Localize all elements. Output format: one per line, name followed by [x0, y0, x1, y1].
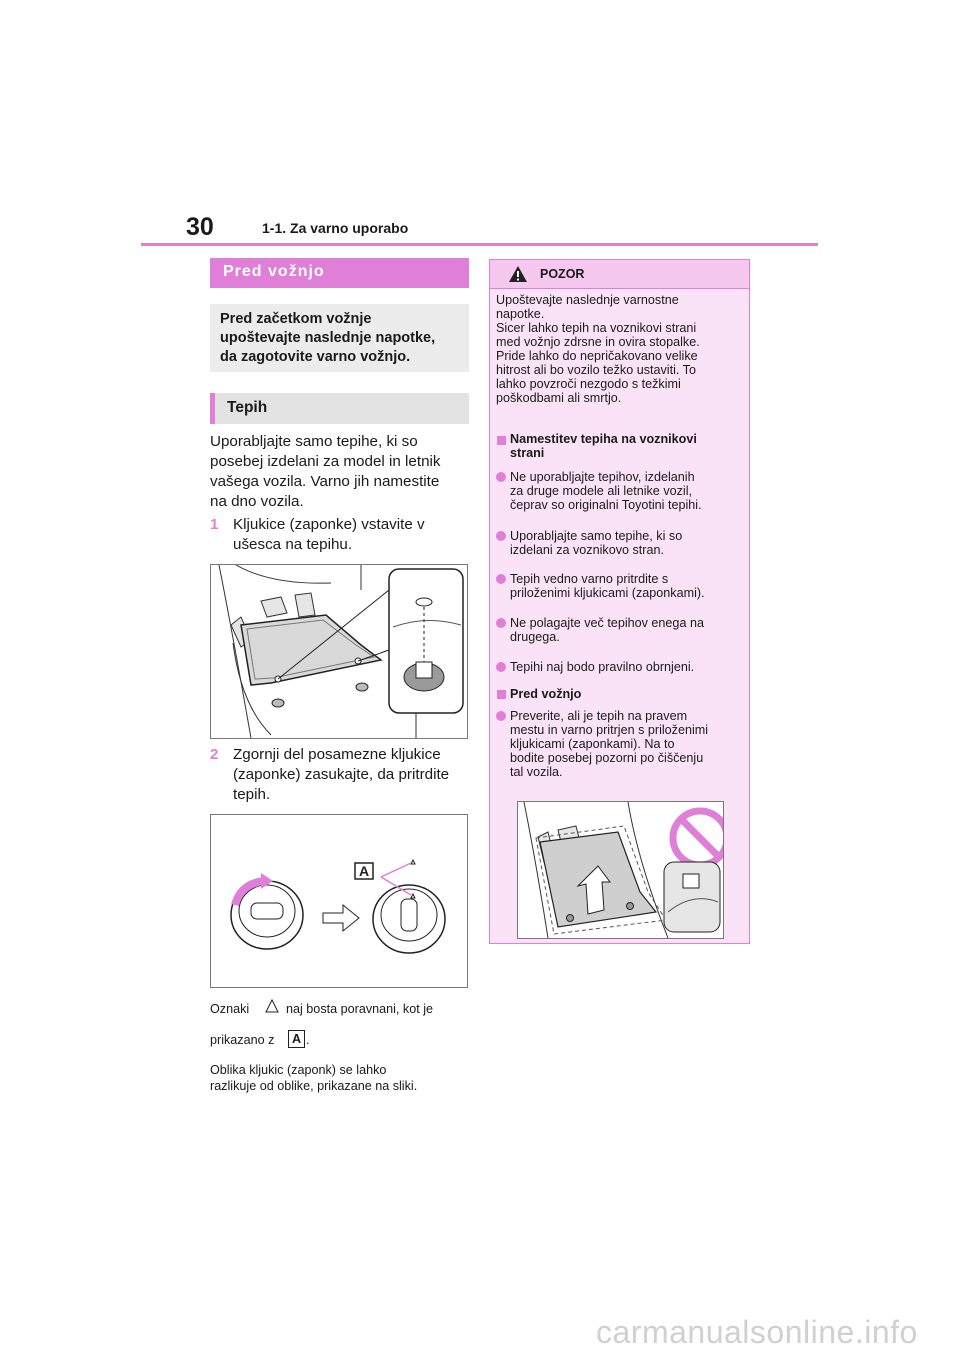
triangle-mark-icon [265, 999, 279, 1013]
warning-bullet [510, 470, 745, 512]
bullet-line: tal vozila. [510, 765, 563, 779]
warning-line: Pride lahko do nepričakovano velike [496, 349, 698, 363]
bullet-line: Preverite, ali je tepih na pravem [510, 709, 688, 723]
warning-line: napotke. [496, 307, 545, 321]
header-divider [141, 243, 818, 246]
step-line: Zgornji del posamezne kljukice [233, 746, 441, 763]
step-2-text [233, 745, 473, 805]
warning-line: poškodbami ali smrtjo. [496, 391, 622, 405]
floor-mat-figure [210, 564, 468, 739]
note-line: razlikuje od oblike, prikazane na sliki. [210, 1079, 418, 1093]
intro-line: upoštevajte naslednje napotke, [220, 330, 436, 346]
note-2 [210, 1062, 417, 1094]
page-number: 30 [186, 213, 214, 241]
step-line: tepih. [233, 786, 271, 803]
note-1-start: Oznaki [210, 1002, 250, 1016]
warning-header [490, 260, 749, 289]
warning-line: Sicer lahko tepih na voznikovi strani [496, 321, 697, 335]
note-line: Oblika kljukic (zaponk) se lahko [210, 1063, 387, 1077]
warning-bullet [510, 660, 745, 674]
round-bullet-icon [496, 574, 506, 584]
heading-line: Namestitev tepiha na voznikovi [510, 432, 697, 446]
round-bullet-icon [496, 618, 506, 628]
bullet-line: kljukicami (zaponkami). Na to [510, 737, 675, 751]
square-bullet-icon [497, 690, 506, 699]
bullet-line: Tepihi naj bodo pravilno obrnjeni. [510, 660, 695, 674]
incorrect-mat-illustration [518, 802, 723, 938]
round-bullet-icon [496, 472, 506, 482]
bullet-line: čeprav so originalni Toyotini tepihi. [510, 498, 702, 512]
square-bullet-icon [497, 436, 506, 445]
incorrect-mat-figure [517, 801, 724, 939]
section-path: 1-1. Za varno uporabo [262, 220, 409, 236]
step-line: Kljukice (zaponke) vstavite v [233, 516, 425, 533]
floor-mat-illustration [211, 565, 467, 738]
intro-line: Pred začetkom vožnje [220, 311, 372, 327]
step-line: (zaponke) zasukajte, da pritrdite [233, 766, 450, 783]
bullet-line: Ne uporabljajte tepihov, izdelanih [510, 470, 695, 484]
warning-line: hitrost ali bo vozilo težko ustaviti. To [496, 363, 696, 377]
step-1-text [233, 515, 473, 555]
bullet-line: mestu in varno pritrjen s priloženimi [510, 723, 709, 737]
bullet-line: drugega. [510, 630, 560, 644]
paragraph-line: posebej izdelani za model in letnik [210, 453, 441, 470]
bullet-line: za druge modele ali letnike vozil, [510, 484, 693, 498]
warning-heading-2: Pred vožnjo [510, 687, 582, 701]
warning-bullet [510, 572, 745, 600]
note-1-end: naj bosta poravnani, kot je [286, 1002, 434, 1016]
round-bullet-icon [496, 531, 506, 541]
bullet-line: Uporabljajte samo tepihe, ki so [510, 529, 683, 543]
warning-box [489, 259, 750, 944]
warning-bullet [510, 616, 745, 644]
subsection-title: Tepih [210, 393, 469, 424]
warning-line: med vožnjo zdrsne in ovira stopalke. [496, 335, 700, 349]
intro-line: da zagotovite varno vožnjo. [220, 349, 411, 365]
note-1-period: . [306, 1033, 310, 1047]
step-line: ušesca na tepihu. [233, 536, 353, 553]
warning-icon [508, 265, 528, 283]
warning-bullet [510, 709, 745, 779]
bullet-line: Tepih vedno varno pritrdite s [510, 572, 669, 586]
warning-line: Upoštevajte naslednje varnostne [496, 293, 679, 307]
bullet-line: izdelani za voznikovo stran. [510, 543, 665, 557]
paragraph-line: vašega vozila. Varno jih namestite [210, 473, 440, 490]
warning-heading-1 [510, 432, 745, 460]
tepih-paragraph [210, 432, 472, 512]
round-bullet-icon [496, 711, 506, 721]
bullet-line: priloženimi kljukicami (zaponkami). [510, 586, 705, 600]
note-1-line2: prikazano z [210, 1033, 275, 1047]
paragraph-line: na dno vozila. [210, 493, 304, 510]
label-a: A [358, 863, 370, 879]
step-2-number: 2 [210, 746, 219, 763]
warning-line: lahko povzroči nezgodo s težkimi [496, 377, 681, 391]
paragraph-line: Uporabljajte samo tepihe, ki so [210, 433, 418, 450]
clip-rotation-illustration [211, 815, 467, 987]
intro-box [210, 304, 469, 372]
label-a-box: A [288, 1030, 305, 1048]
warning-title: POZOR [540, 267, 585, 281]
step-1-number: 1 [210, 516, 219, 533]
bullet-line: bodite posebej pozorni po čiščenju [510, 751, 704, 765]
section-title: Pred vožnjo [210, 258, 469, 288]
warning-intro [496, 293, 746, 405]
round-bullet-icon [496, 662, 506, 672]
watermark: carmanualsonline.info [596, 1314, 918, 1350]
heading-line: strani [510, 446, 545, 460]
clip-rotation-figure [210, 814, 468, 988]
warning-bullet [510, 529, 745, 557]
bullet-line: Ne polagajte več tepihov enega na [510, 616, 704, 630]
